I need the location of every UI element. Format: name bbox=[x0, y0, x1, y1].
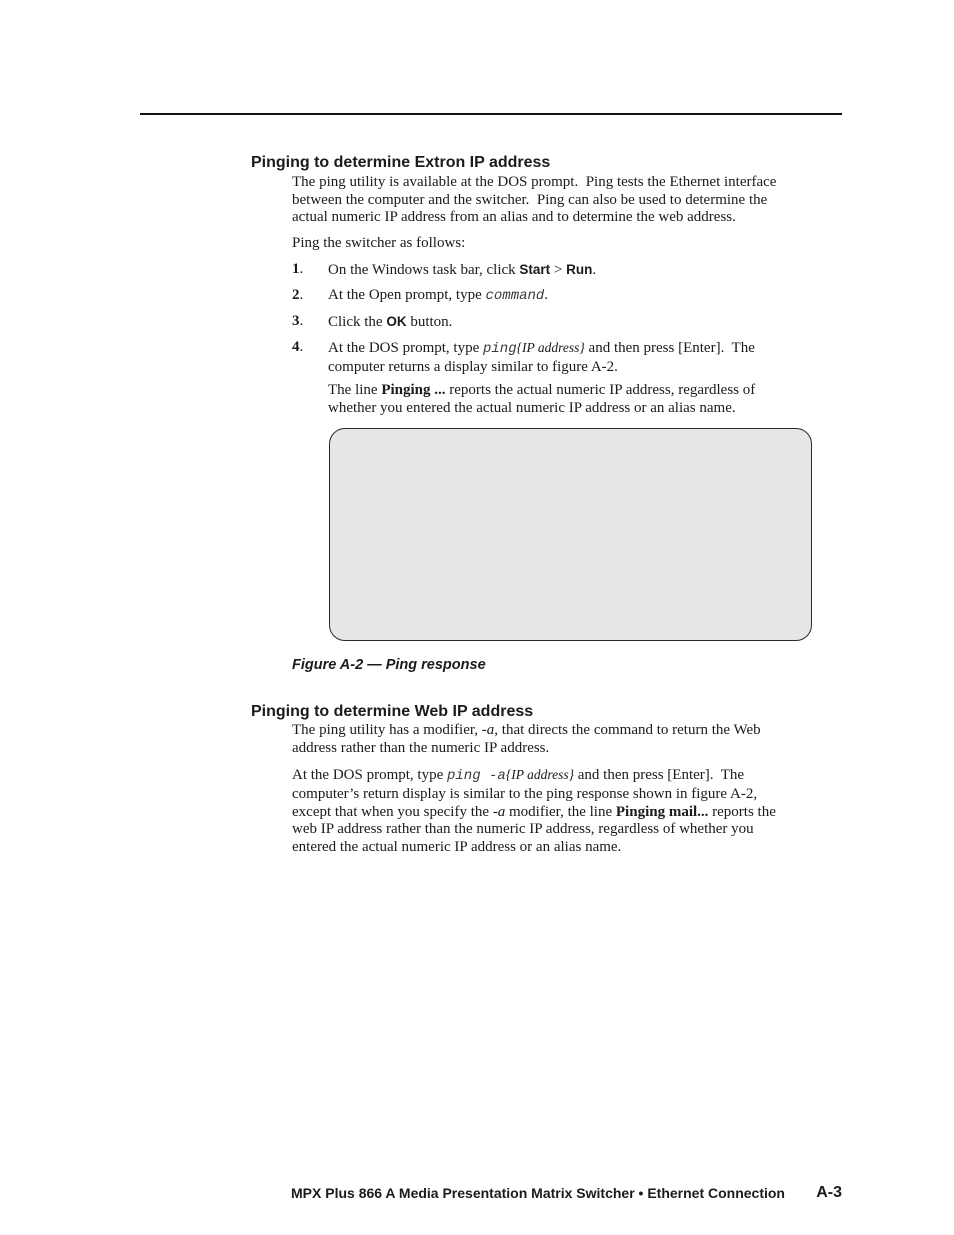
step-number: 3. bbox=[292, 313, 304, 329]
ping-response-figure bbox=[329, 428, 812, 641]
command-argument: {IP address} bbox=[505, 767, 574, 782]
footer-title: MPX Plus 866 A Media Presentation Matrix Switcher • Ethernet Connection bbox=[291, 1185, 785, 1201]
web-paragraph-1: The ping utility has a modifier, -a, that directs the command to return the Web address rather than the numeric IP address. bbox=[292, 722, 761, 756]
step-3 bbox=[292, 313, 832, 332]
figure-caption: Figure A-2 — Ping response bbox=[292, 657, 486, 673]
web-paragraph-2: At the DOS prompt, type ping -a{IP address} and then press [Enter]. The computer’s return display is similar to the ping response shown in figure A-2, except that when you specify the -a modifier, the line Pinging mail... reports the web IP address rather than the numeric IP address, regardless of whether you entered the actual numeric IP address or an alias name. bbox=[292, 767, 776, 855]
command-argument: {IP address} bbox=[516, 340, 585, 355]
step-number: 4. bbox=[292, 339, 304, 355]
section-heading-extron-ip: Pinging to determine Extron IP address bbox=[251, 154, 551, 171]
pinging-label: Pinging ... bbox=[381, 382, 446, 398]
intro-line: between the computer and the switcher. Ping can also be used to determine the bbox=[292, 191, 768, 208]
ok-button-label: OK bbox=[386, 314, 407, 329]
steps-lead: Ping the switcher as follows: bbox=[292, 235, 466, 251]
step-text: At the DOS prompt, type ping{IP address} and then press [Enter]. The computer returns a display similar to figure A-2. bbox=[328, 340, 755, 375]
step-text: On the Windows task bar, click Start > Run. bbox=[328, 262, 597, 278]
modifier-text: -a bbox=[492, 803, 506, 820]
step-text: At the Open prompt, type command. bbox=[328, 287, 549, 304]
command-text: ping -a bbox=[447, 768, 506, 784]
step-1 bbox=[292, 261, 832, 280]
section-heading-web-ip: Pinging to determine Web IP address bbox=[251, 703, 534, 720]
command-text: command bbox=[485, 288, 545, 304]
modifier-text: -a bbox=[481, 722, 495, 738]
step-2 bbox=[292, 287, 832, 306]
run-menu-label: Run bbox=[566, 262, 593, 277]
intro-line: The ping utility is available at the DOS prompt. Ping tests the Ethernet interface bbox=[292, 174, 777, 190]
step-4 bbox=[292, 339, 832, 376]
start-menu-label: Start bbox=[519, 262, 551, 277]
step-4-note: The line Pinging ... reports the actual numeric IP address, regardless of whether you entered the actual numeric IP address or an alias name. bbox=[328, 382, 756, 416]
step-number: 1. bbox=[292, 261, 304, 277]
step-number: 2. bbox=[292, 287, 304, 303]
step-text: Click the OK button. bbox=[328, 314, 453, 330]
intro-paragraph bbox=[292, 174, 776, 227]
intro-line: actual numeric IP address from an alias and to determine the web address. bbox=[292, 209, 736, 225]
pinging-mail-label: Pinging mail... bbox=[615, 803, 709, 820]
command-text: ping bbox=[483, 341, 517, 357]
page-number: A-3 bbox=[816, 1184, 842, 1201]
top-rule bbox=[140, 113, 842, 115]
